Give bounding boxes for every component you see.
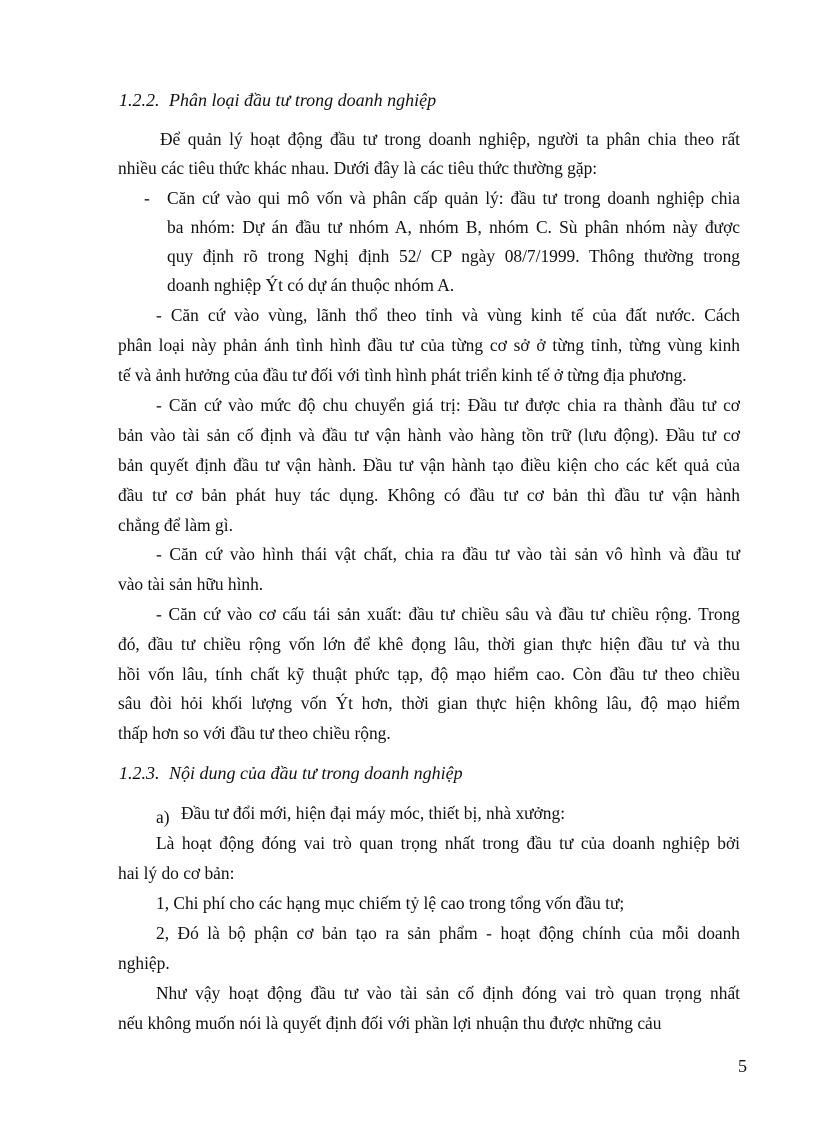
paragraph-line: vào tài sản hữu hình. [118, 574, 264, 594]
paragraph-line: tế và ảnh hưởng của đầu tư đối với tình hình phát triển kinh tế ở từng địa phương. [118, 365, 687, 385]
paragraph-line: quy định rõ trong Nghị định 52/ CP ngày 08/7/1999. Thông thường trong [167, 246, 740, 266]
paragraph-line: bản quyết định đầu tư vận hành. Đầu tư vận hành tạo điều kiện cho các kết quả của [118, 455, 740, 475]
paragraph-line: nếu không muốn nói là quyết định đối với phần lợi nhuận thu được những cảu [118, 1013, 662, 1033]
paragraph-line: nhiều các tiêu thức khác nhau. Dưới đây là các tiêu thức thường gặp: [118, 158, 598, 178]
paragraph-line: ba nhóm: Dự án đầu tư nhóm A, nhóm B, nhóm C. Sù phân nhóm này được [167, 217, 740, 237]
paragraph-line: đầu tư cơ bản phát huy tác dụng. Không có đầu tư cơ bản thì đầu tư vận hành [118, 485, 740, 505]
paragraph-line: Như vậy hoạt động đầu tư vào tài sản cố định đóng vai trò quan trọng nhất [156, 983, 740, 1003]
page-number: 5 [738, 1056, 747, 1076]
paragraph-line: thấp hơn so với đầu tư theo chiều rộng. [118, 723, 391, 743]
paragraph-line: chẳng để làm gì. [118, 515, 233, 535]
list-marker-a: a) [156, 807, 170, 827]
paragraph-line: hai lý do cơ bản: [118, 863, 235, 883]
section-heading-1-2-3 [119, 762, 463, 784]
paragraph-line: Căn cứ vào qui mô vốn và phân cấp quản lý: đầu tư trong doanh nghiệp chia [167, 188, 740, 208]
paragraph-line: - Căn cứ vào cơ cấu tái sản xuất: đầu tư chiều sâu và đầu tư chiều rộng. Trong [156, 604, 740, 624]
paragraph-line: hồi vốn lâu, tính chất kỹ thuật phức tạp, độ mạo hiểm cao. Còn đầu tư theo chiều [118, 664, 740, 684]
paragraph-line: doanh nghiệp Ýt có dự án thuộc nhóm A. [167, 275, 455, 295]
paragraph-line: Đầu tư đổi mới, hiện đại máy móc, thiết bị, nhà xưởng: [181, 803, 566, 823]
paragraph-line: - Căn cứ vào mức độ chu chuyển giá trị: Đầu tư được chia ra thành đầu tư cơ [156, 395, 740, 415]
section-number: 1.2.2. [119, 90, 160, 110]
paragraph-line: Để quản lý hoạt động đầu tư trong doanh nghiệp, người ta phân chia theo rất [160, 129, 740, 149]
paragraph-line: Là hoạt động đóng vai trò quan trọng nhất trong đầu tư của doanh nghiệp bởi [156, 833, 740, 853]
section-number: 1.2.3. [119, 763, 160, 783]
paragraph-line: bản vào tài sản cố định và đầu tư vận hành vào hàng tồn trữ (lưu động). Đầu tư cơ [118, 425, 740, 445]
paragraph-line: - Căn cứ vào vùng, lãnh thổ theo tỉnh và vùng kinh tế của đất nước. Cách [156, 305, 740, 325]
paragraph-line: - Căn cứ vào hình thái vật chất, chia ra đầu tư vào tài sản vô hình và đầu tư [156, 544, 740, 564]
paragraph-line: sâu đòi hỏi khối lượng vốn Ýt hơn, thời gian thực hiện không lâu, độ mạo hiểm [118, 693, 740, 713]
bullet-dash: - [144, 188, 150, 208]
paragraph-line: 2, Đó là bộ phận cơ bản tạo ra sản phẩm - hoạt động chính của mỗi doanh [156, 923, 740, 943]
paragraph-line: phân loại này phản ánh tình hình đầu tư của từng cơ sở ở từng tỉnh, từng vùng kinh [118, 335, 740, 355]
section-title: Nội dung của đầu tư trong doanh nghiệp [169, 763, 463, 783]
paragraph-line: 1, Chi phí cho các hạng mục chiếm tỷ lệ cao trong tổng vốn đầu tư; [156, 893, 625, 913]
section-title: Phân loại đầu tư trong doanh nghiệp [169, 90, 437, 110]
paragraph-line: đó, đầu tư chiều rộng vốn lớn để khê đọng lâu, thời gian thực hiện đầu tư và thu [118, 634, 740, 654]
paragraph-line: nghiệp. [118, 953, 170, 973]
section-heading-1-2-2 [119, 89, 436, 111]
